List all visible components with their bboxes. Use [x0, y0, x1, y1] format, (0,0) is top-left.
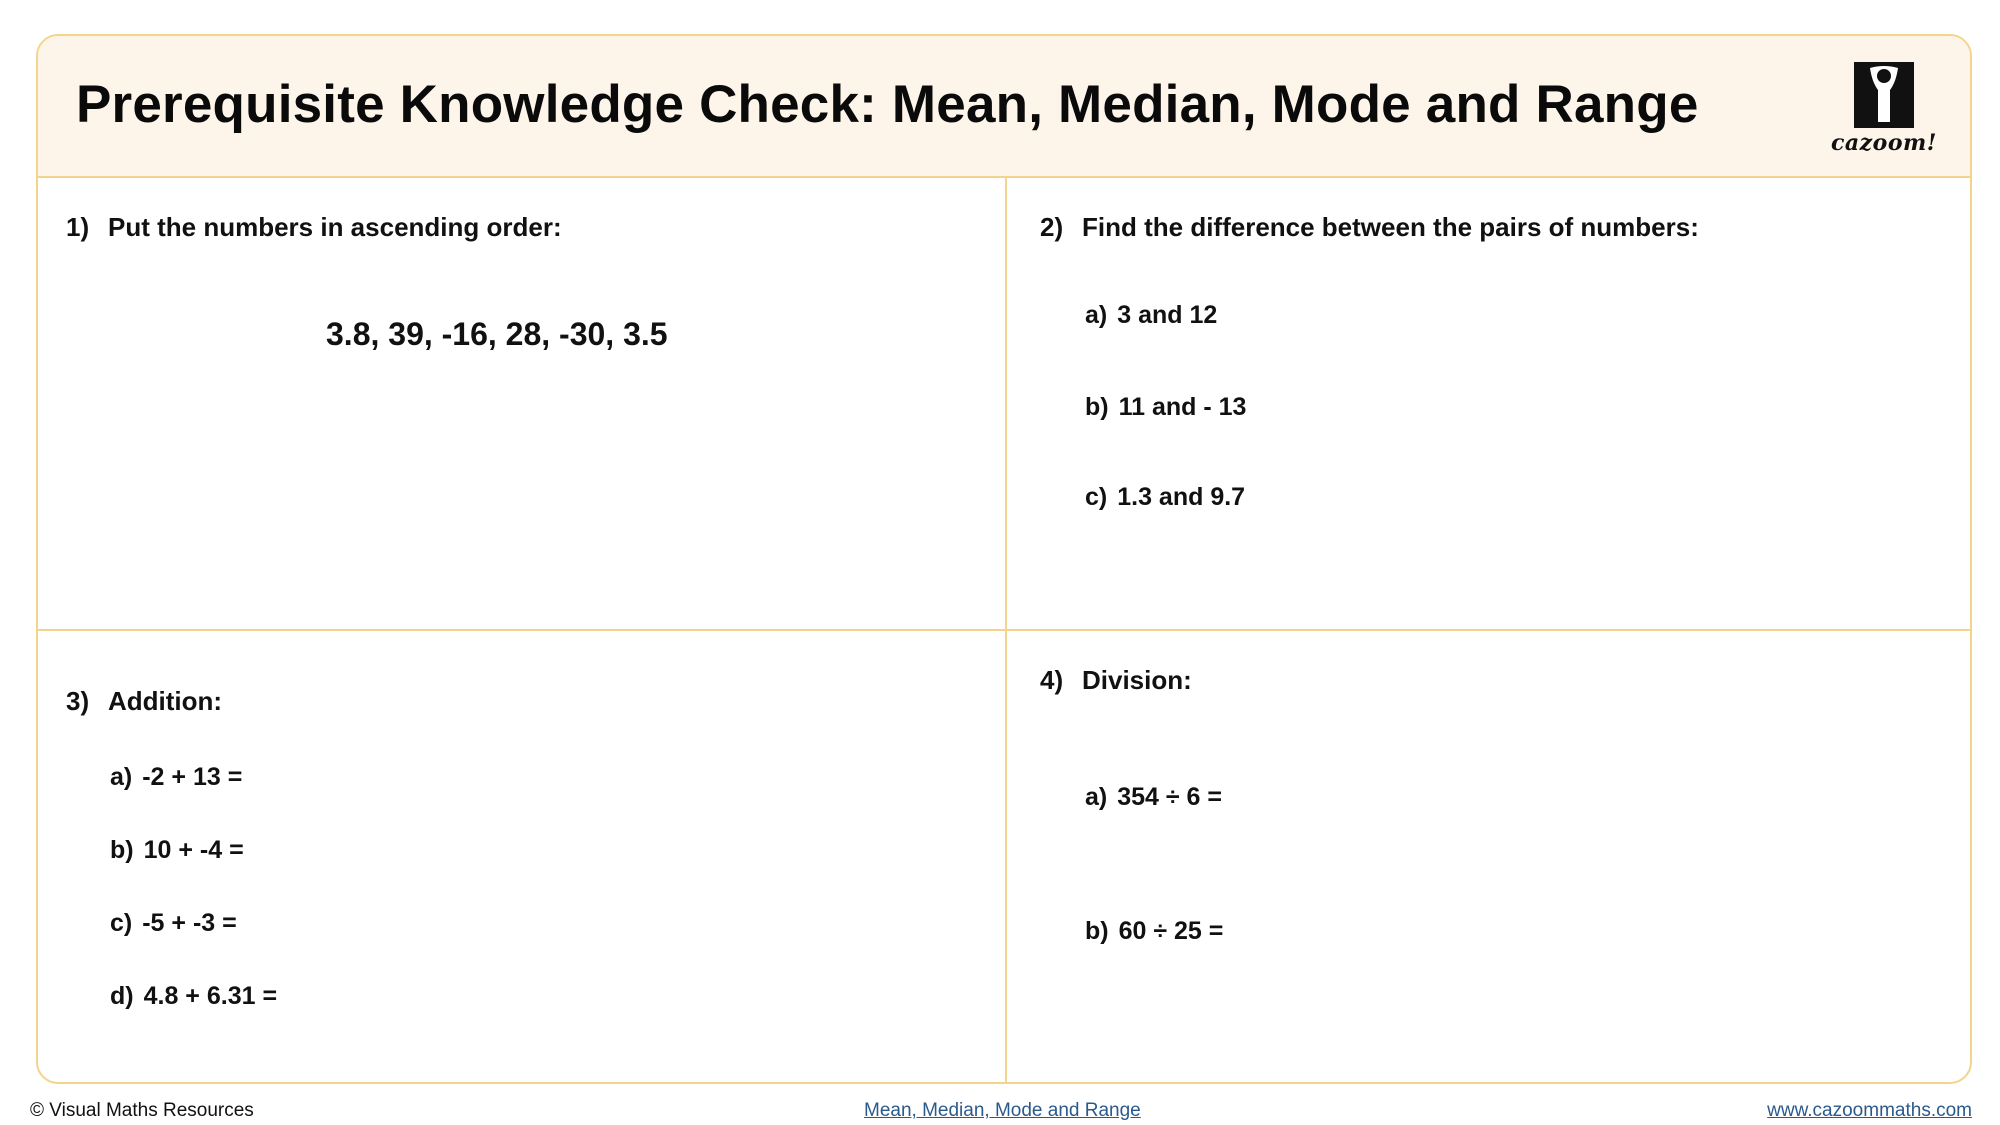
worksheet	[36, 34, 1972, 1084]
item-label: b)	[1085, 917, 1109, 945]
item-label: a)	[110, 763, 133, 791]
question-prompt: Find the difference between the pairs of numbers:	[1082, 212, 1699, 242]
question-2-item-c	[1085, 483, 1245, 512]
question-3-item-b	[110, 836, 244, 865]
question-4-item-b	[1085, 917, 1223, 946]
horizontal-divider	[38, 629, 1970, 631]
question-3-item-a	[110, 763, 242, 792]
footer-copyright: © Visual Maths Resources	[30, 1100, 254, 1121]
number-list: 3.8, 39, -16, 28, -30, 3.5	[326, 316, 668, 352]
question-4-heading	[1040, 665, 1192, 696]
item-text: -2 + 13 =	[142, 763, 243, 791]
question-2-item-b	[1085, 393, 1246, 422]
item-label: d)	[110, 982, 134, 1010]
item-label: a)	[1085, 783, 1108, 811]
item-text: 10 + -4 =	[143, 836, 244, 864]
question-3-item-d	[110, 982, 277, 1011]
question-number: 4)	[1040, 665, 1064, 695]
item-label: b)	[110, 836, 134, 864]
item-text: 3 and 12	[1117, 301, 1218, 329]
item-text: 4.8 + 6.31 =	[143, 982, 278, 1010]
item-label: c)	[1085, 483, 1108, 511]
item-text: -5 + -3 =	[142, 909, 237, 937]
question-3-item-c	[110, 909, 237, 938]
question-number: 1)	[66, 212, 90, 242]
question-2-item-a	[1085, 301, 1217, 330]
cazoom-logo	[1830, 60, 1938, 156]
footer-website-link[interactable]: www.cazoommaths.com	[1767, 1100, 1972, 1121]
header-banner	[38, 36, 1970, 178]
question-1-heading	[66, 212, 562, 243]
question-prompt: Division:	[1082, 665, 1192, 695]
item-label: c)	[110, 909, 133, 937]
question-3-heading	[66, 686, 222, 717]
question-number: 3)	[66, 686, 90, 716]
item-label: a)	[1085, 301, 1108, 329]
item-text: 354 ÷ 6 =	[1117, 783, 1223, 811]
page-title: Prerequisite Knowledge Check: Mean, Median, Mode and Range	[76, 75, 1699, 134]
question-number: 2)	[1040, 212, 1064, 242]
item-text: 60 ÷ 25 =	[1118, 917, 1224, 945]
question-prompt: Addition:	[108, 686, 223, 716]
footer-topic-link[interactable]: Mean, Median, Mode and Range	[864, 1100, 1141, 1121]
logo-figure-icon	[1830, 60, 1938, 132]
question-prompt: Put the numbers in ascending order:	[108, 212, 562, 242]
logo-wordmark: cazoom!	[1831, 130, 1937, 156]
item-label: b)	[1085, 393, 1109, 421]
question-4-item-a	[1085, 783, 1222, 812]
item-text: 1.3 and 9.7	[1117, 483, 1246, 511]
question-2-heading	[1040, 212, 1699, 243]
item-text: 11 and - 13	[1118, 393, 1247, 421]
